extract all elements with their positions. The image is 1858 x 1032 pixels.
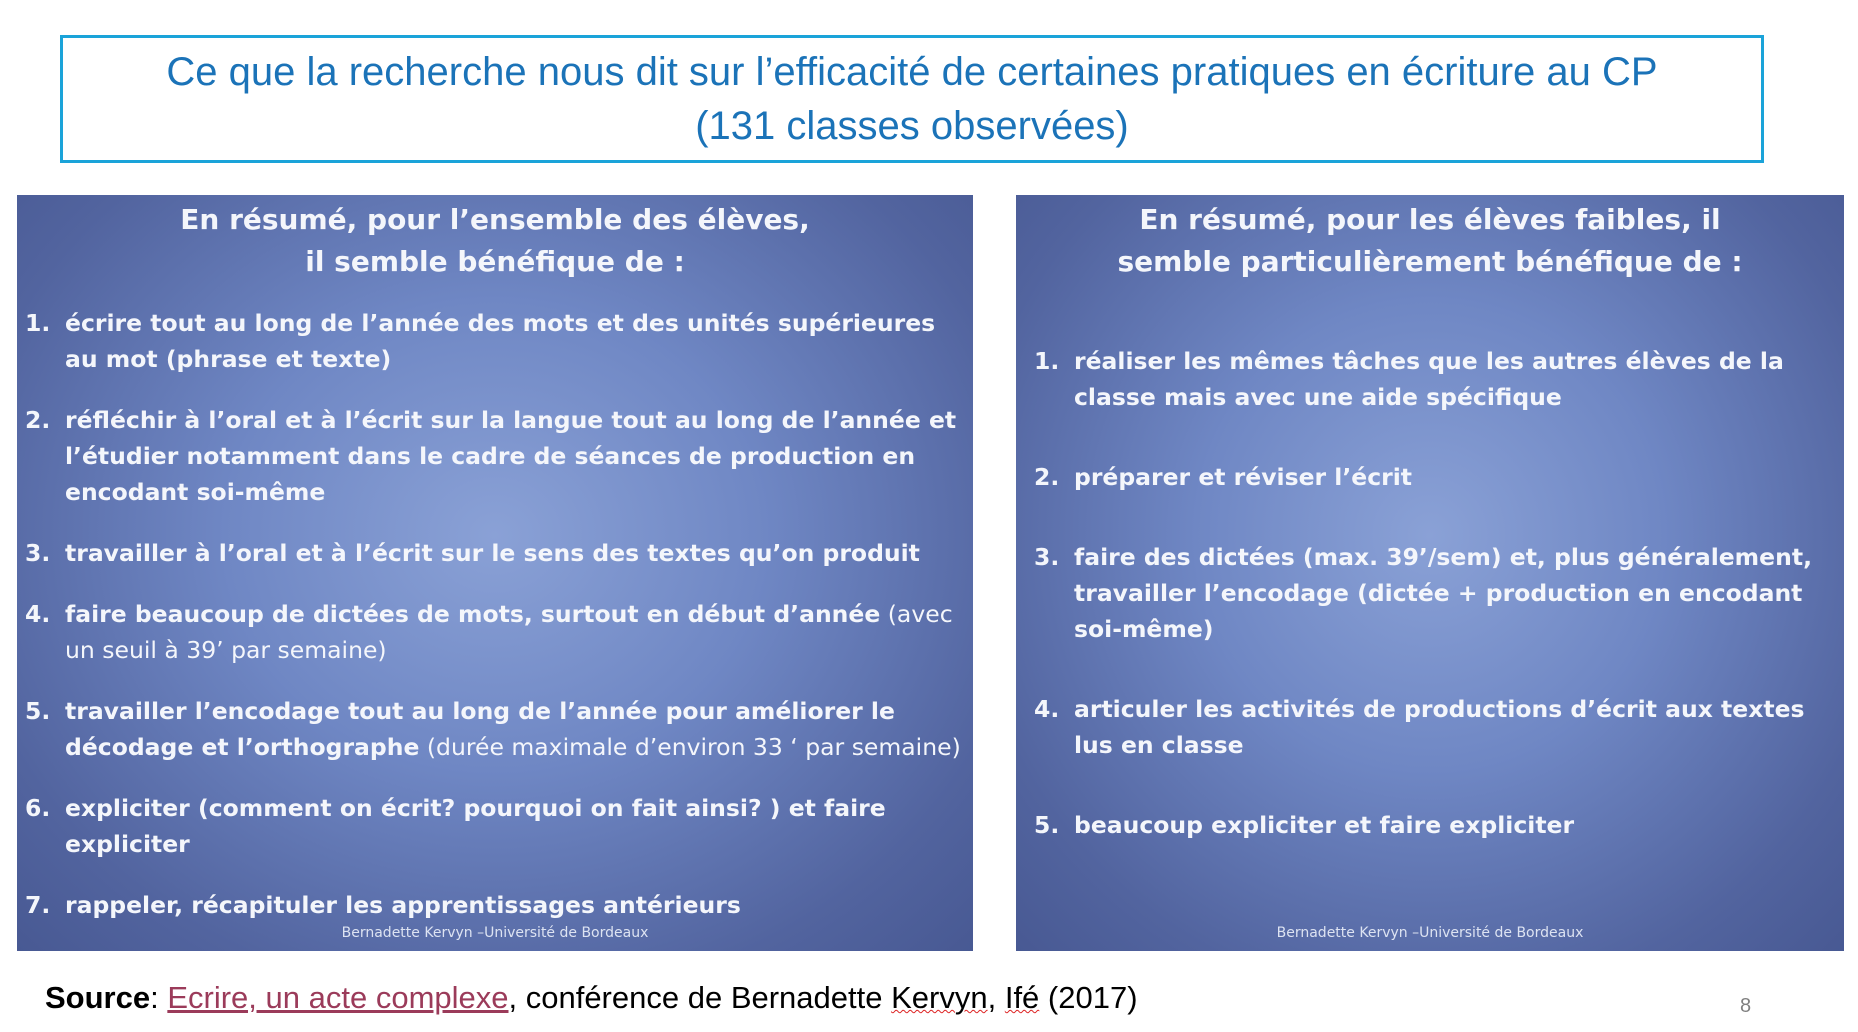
source-separator: : bbox=[150, 980, 168, 1015]
left-panel-credit: Bernadette Kervyn –Université de Bordeaux bbox=[341, 925, 649, 941]
list-item bbox=[25, 402, 965, 510]
slide-title bbox=[60, 35, 1764, 163]
list-item bbox=[25, 305, 965, 377]
right-heading-line2: semble particulièrement bénéfique de : bbox=[1117, 245, 1743, 278]
left-summary-panel bbox=[17, 195, 973, 951]
item-text-bold: réfléchir à l’oral et à l’écrit sur la langue tout au long de l’année et l’étudier notamment dans le cadre de séances de production en encodant soi-même bbox=[65, 406, 957, 506]
item-number: 1. bbox=[25, 309, 51, 337]
slide-title-line1: Ce que la recherche nous dit sur l’efficacité de certaines pratiques en écriture au CP bbox=[166, 50, 1658, 94]
item-text bbox=[65, 887, 965, 923]
list-item bbox=[25, 596, 965, 668]
item-number: 5. bbox=[1034, 811, 1060, 839]
list-item bbox=[25, 535, 965, 571]
left-panel-heading bbox=[17, 199, 973, 283]
right-panel-credit: Bernadette Kervyn –Université de Bordeaux bbox=[1276, 925, 1584, 941]
item-number: 7. bbox=[25, 891, 51, 919]
item-text bbox=[65, 535, 965, 571]
left-heading-line2: il semble bénéfique de : bbox=[305, 245, 685, 278]
list-item bbox=[1034, 807, 1834, 843]
source-text: , conférence de Bernadette bbox=[508, 980, 892, 1015]
item-number: 1. bbox=[1034, 347, 1060, 375]
left-heading-line1: En résumé, pour l’ensemble des élèves, bbox=[180, 203, 810, 236]
item-text: articuler les activités de productions d’écrit aux textes lus en classe bbox=[1074, 695, 1805, 759]
left-practice-list bbox=[17, 305, 973, 923]
right-heading-line1: En résumé, pour les élèves faibles, il bbox=[1139, 203, 1721, 236]
list-item bbox=[25, 790, 965, 862]
item-text-bold: expliciter (comment on écrit? pourquoi on fait ainsi? ) et faire expliciter bbox=[65, 794, 886, 858]
source-org: Ifé bbox=[1004, 980, 1040, 1015]
source-link[interactable]: Ecrire, un acte complexe bbox=[167, 980, 509, 1015]
item-text-bold: faire beaucoup de dictées de mots, surtout en début d’année bbox=[65, 600, 881, 628]
item-text-detail: (avec un seuil à 39’ par semaine) bbox=[65, 600, 953, 664]
right-panel-heading bbox=[1016, 199, 1844, 283]
page-number: 8 bbox=[1740, 995, 1752, 1017]
source-author-name: Kervyn bbox=[891, 980, 988, 1015]
item-text-detail: (durée maximale d’environ 33 ‘ par semaine) bbox=[419, 733, 961, 761]
list-item bbox=[1034, 539, 1834, 647]
item-text bbox=[65, 305, 965, 377]
list-item bbox=[25, 887, 965, 923]
list-item bbox=[25, 693, 965, 765]
right-practice-list bbox=[1016, 343, 1844, 843]
item-text: réaliser les mêmes tâches que les autres élèves de la classe mais avec une aide spécifique bbox=[1074, 347, 1784, 411]
right-summary-panel bbox=[1016, 195, 1844, 951]
source-comma: , bbox=[987, 980, 1005, 1015]
item-number: 2. bbox=[25, 406, 51, 434]
item-number: 6. bbox=[25, 794, 51, 822]
list-item bbox=[1034, 343, 1834, 415]
list-item bbox=[1034, 691, 1834, 763]
item-number: 3. bbox=[25, 539, 51, 567]
item-number: 3. bbox=[1034, 543, 1060, 571]
item-text bbox=[65, 790, 965, 862]
source-year: (2017) bbox=[1039, 980, 1138, 1015]
item-text-bold: rappeler, récapituler les apprentissages antérieurs bbox=[65, 891, 741, 919]
item-text bbox=[65, 596, 965, 668]
item-text-bold: travailler à l’oral et à l’écrit sur le sens des textes qu’on produit bbox=[65, 539, 920, 567]
item-number: 4. bbox=[1034, 695, 1060, 723]
item-text bbox=[65, 693, 965, 765]
item-number: 5. bbox=[25, 697, 51, 725]
item-text-bold: travailler l’encodage tout au long de l’année pour améliorer le décodage et l’orthographe bbox=[65, 697, 895, 761]
item-number: 2. bbox=[1034, 463, 1060, 491]
source-citation bbox=[45, 980, 1138, 1016]
item-text bbox=[65, 402, 965, 510]
list-item bbox=[1034, 459, 1834, 495]
item-text: préparer et réviser l’écrit bbox=[1074, 463, 1413, 491]
item-text: faire des dictées (max. 39’/sem) et, plus généralement, travailler l’encodage (dictée + production en encodant soi-même) bbox=[1074, 543, 1813, 643]
item-text-bold: écrire tout au long de l’année des mots et des unités supérieures au mot (phrase et texte) bbox=[65, 309, 936, 373]
slide-title-line2: (131 classes observées) bbox=[695, 104, 1129, 148]
item-number: 4. bbox=[25, 600, 51, 628]
item-text: beaucoup expliciter et faire expliciter bbox=[1074, 811, 1575, 839]
source-label: Source bbox=[45, 980, 151, 1015]
